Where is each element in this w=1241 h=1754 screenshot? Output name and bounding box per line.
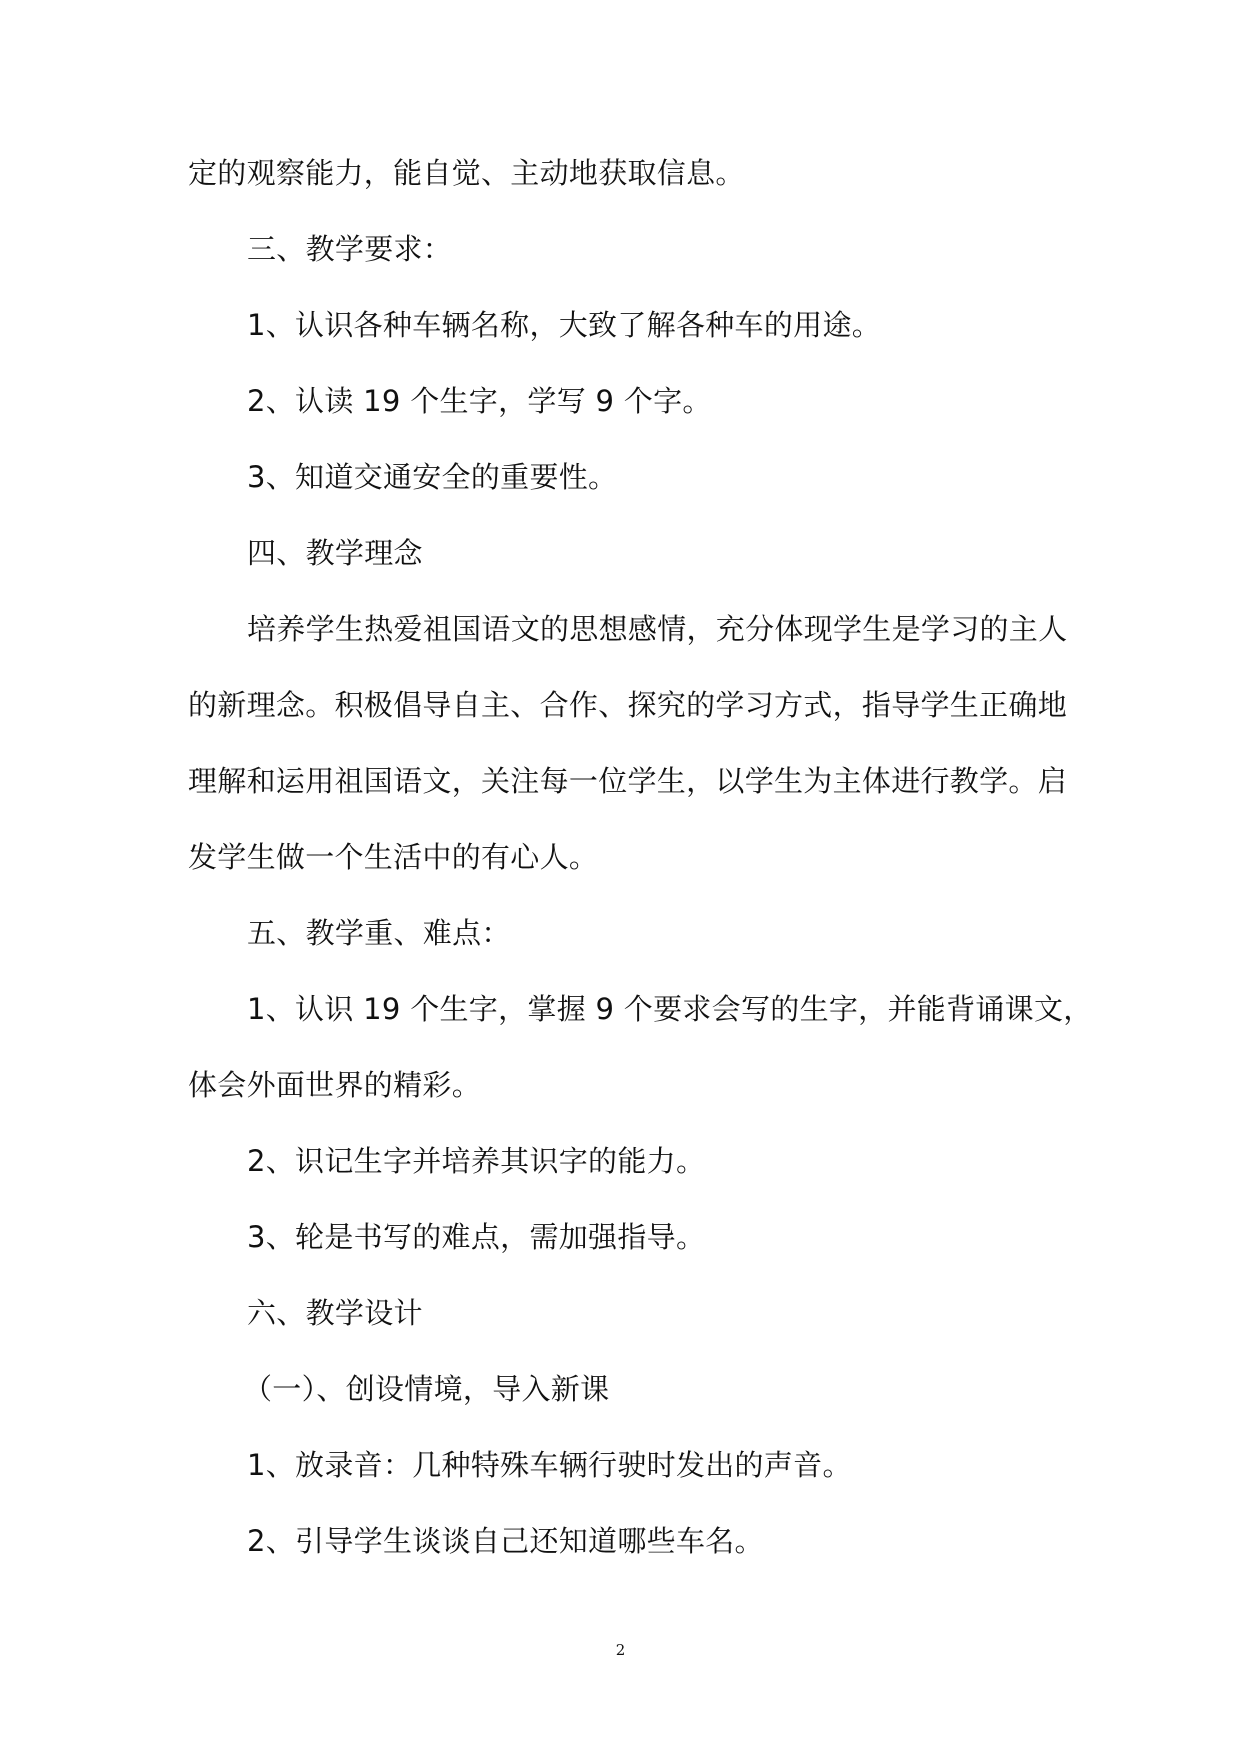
body-text-line: 培养学生热爱祖国语文的思想感情，充分体现学生是学习的主人 [247,612,1068,646]
page-number: 2 [615,1641,626,1659]
list-item: 1、认识 19 个生字，掌握 9 个要求会写的生字，并能背诵课文， [247,992,1093,1026]
list-item: 3、知道交通安全的重要性。 [247,460,618,494]
body-text-line: 发学生做一个生活中的有心人。 [188,840,599,874]
list-item: 3、轮是书写的难点，需加强指导。 [247,1220,706,1254]
subsection-heading: （一）、创设情境，导入新课 [243,1372,610,1406]
list-item: 2、认读 19 个生字，学写 9 个字。 [247,384,712,418]
section-heading: 三、教学要求： [247,232,453,266]
section-heading: 五、教学重、难点： [247,916,511,950]
body-text-line: 理解和运用祖国语文，关注每一位学生，以学生为主体进行教学。启 [188,764,1068,798]
section-heading: 六、教学设计 [247,1296,423,1330]
body-text-line: 的新理念。积极倡导自主、合作、探究的学习方式，指导学生正确地 [188,688,1068,722]
list-item: 1、放录音：几种特殊车辆行驶时发出的声音。 [247,1448,852,1482]
body-text-line: 定的观察能力，能自觉、主动地获取信息。 [188,156,745,190]
list-item: 2、引导学生谈谈自己还知道哪些车名。 [247,1524,764,1558]
body-text-line: 体会外面世界的精彩。 [188,1068,482,1102]
list-item: 1、认识各种车辆名称，大致了解各种车的用途。 [247,308,882,342]
section-heading: 四、教学理念 [247,536,423,570]
list-item: 2、识记生字并培养其识字的能力。 [247,1144,706,1178]
